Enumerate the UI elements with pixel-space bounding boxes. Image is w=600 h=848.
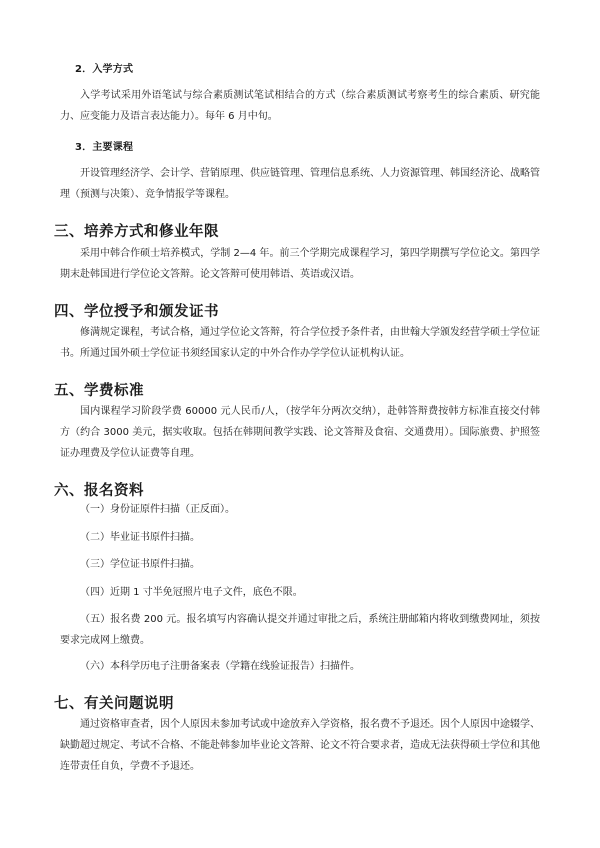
list-item: （二）毕业证书原件扫描。 (80, 532, 200, 543)
main-courses-text: 开设管理经济学、会计学、营销原理、供应链管理、管理信息系统、人力资源管理、韩国经济论、战略管理（预测与决策）、竞争情报学等课程。 (60, 168, 540, 200)
section-5-heading: 五、学费标准 (54, 383, 144, 399)
section-7-text: 通过资格审查者，因个人原因未参加考试或中途放弃入学资格，报名费不予退还。因个人原因中途辍学、缺勤超过规定、考试不合格、不能赴韩参加毕业论文答辩、论文不符合要求者，造成无法获得硕士学位和其他连带责任自负，学费不予退还。 (60, 719, 540, 772)
section-3-text: 采用中韩合作硕士培养模式，学制 2—4 年。前三个学期完成课程学习，第四学期撰写学位论文。第四学期末赴韩国进行学位论文答辩。论文答辩可使用韩语、英语或汉语。 (60, 248, 540, 280)
main-courses-title: 3．主要课程 (75, 142, 134, 153)
list-item: （五）报名费 200 元。报名填写内容确认提交并通过审批之后，系统注册邮箱内将收到缴费网址，须按要求完成网上缴费。 (60, 614, 540, 646)
admission-method-title: 2．入学方式 (75, 64, 134, 75)
list-item: （六）本科学历电子注册备案表（学籍在线验证报告）扫描件。 (80, 661, 360, 672)
section-3-heading: 三、培养方式和修业年限 (54, 224, 219, 240)
section-7-heading: 七、有关问题说明 (54, 696, 174, 712)
admission-method-text: 入学考试采用外语笔试与综合素质测试笔试相结合的方式（综合素质测试考察考生的综合素质、研究能力、应变能力及语言表达能力）。每年 6 月中旬。 (60, 90, 540, 122)
section-5-text: 国内课程学习阶段学费 60000 元人民币/人，（按学年分两次交纳），赴韩答辩费按韩方标准直接交付韩方（约合 3000 美元，据实收取。包括在韩期间教学实践、论文答辩及食宿、交通费用）。国际旅费、护照签证办理费及学位认证费等自理。 (60, 406, 540, 459)
section-6-heading: 六、报名资料 (54, 483, 144, 499)
list-item: （四）近期 1 寸半免冠照片电子文件，底色不限。 (80, 587, 303, 598)
list-item: （三）学位证书原件扫描。 (80, 559, 200, 570)
section-4-text: 修满规定课程，考试合格，通过学位论文答辩，符合学位授予条件者，由世翰大学颁发经营学硕士学位证书。所通过国外硕士学位证书须经国家认定的中外合作办学学位认证机构认证。 (60, 327, 540, 359)
list-item: （一）身份证原件扫描（正反面）。 (80, 504, 235, 515)
section-4-heading: 四、学位授予和颁发证书 (54, 304, 219, 320)
